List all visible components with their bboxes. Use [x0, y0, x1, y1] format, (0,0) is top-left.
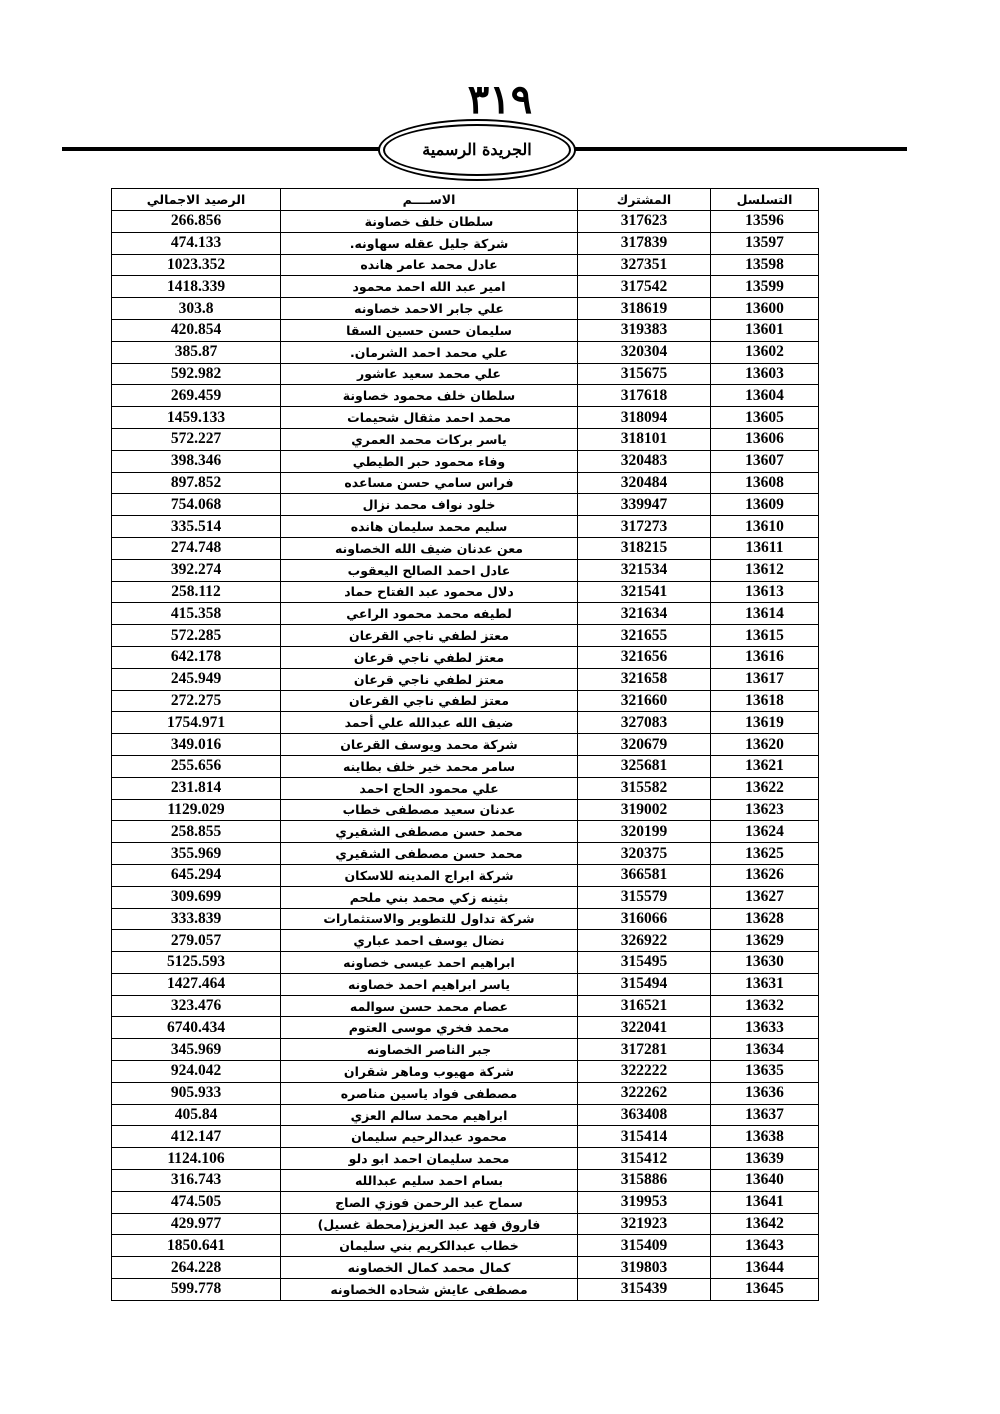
cell-balance: 258.855	[112, 821, 281, 843]
cell-subscriber: 327351	[578, 254, 711, 276]
cell-balance: 1023.352	[112, 254, 281, 276]
cell-subscriber: 322222	[578, 1061, 711, 1083]
cell-name: محمد حسن مصطفى الشقيري	[281, 843, 578, 865]
table-row	[112, 232, 819, 254]
cell-name: سماح عبد الرحمن فوزي الصاج	[281, 1191, 578, 1213]
cell-balance: 5125.593	[112, 952, 281, 974]
cell-subscriber: 320679	[578, 734, 711, 756]
cell-balance: 924.042	[112, 1061, 281, 1083]
cell-name: ابراهيم احمد عيسى خصاونه	[281, 952, 578, 974]
cell-balance: 349.016	[112, 734, 281, 756]
cell-subscriber: 320484	[578, 472, 711, 494]
cell-balance: 1850.641	[112, 1235, 281, 1257]
cell-name: سلطان خلف خصاونة	[281, 211, 578, 233]
cell-subscriber: 326922	[578, 930, 711, 952]
table-row	[112, 211, 819, 233]
cell-balance: 231.814	[112, 777, 281, 799]
cell-balance: 420.854	[112, 319, 281, 341]
cell-serial: 13597	[711, 232, 819, 254]
cell-balance: 599.778	[112, 1279, 281, 1301]
cell-serial: 13619	[711, 712, 819, 734]
cell-balance: 474.133	[112, 232, 281, 254]
cell-serial: 13610	[711, 516, 819, 538]
cell-name: خطاب عبدالكريم بني سليمان	[281, 1235, 578, 1257]
cell-balance: 905.933	[112, 1082, 281, 1104]
cell-balance: 6740.434	[112, 1017, 281, 1039]
cell-subscriber: 319953	[578, 1191, 711, 1213]
cell-serial: 13639	[711, 1148, 819, 1170]
cell-balance: 398.346	[112, 450, 281, 472]
cell-serial: 13642	[711, 1213, 819, 1235]
cell-balance: 335.514	[112, 516, 281, 538]
cell-name: سليم محمد سليمان هانده	[281, 516, 578, 538]
table-row	[112, 1082, 819, 1104]
cell-balance: 323.476	[112, 995, 281, 1017]
cell-serial: 13600	[711, 298, 819, 320]
cell-name: امير عبد الله احمد محمود	[281, 276, 578, 298]
table-row	[112, 668, 819, 690]
cell-balance: 279.057	[112, 930, 281, 952]
cell-balance: 572.285	[112, 625, 281, 647]
cell-name: معتز لطفي ناجي قرعان	[281, 646, 578, 668]
cell-serial: 13643	[711, 1235, 819, 1257]
cell-balance: 474.505	[112, 1191, 281, 1213]
table-row	[112, 908, 819, 930]
cell-serial: 13636	[711, 1082, 819, 1104]
cell-balance: 269.459	[112, 385, 281, 407]
page-number: ٣١٩	[467, 76, 533, 123]
table-row	[112, 603, 819, 625]
cell-serial: 13623	[711, 799, 819, 821]
cell-name: عصام محمد حسن سوالمه	[281, 995, 578, 1017]
cell-serial: 13638	[711, 1126, 819, 1148]
cell-subscriber: 319803	[578, 1257, 711, 1279]
cell-balance: 897.852	[112, 472, 281, 494]
cell-serial: 13609	[711, 494, 819, 516]
cell-serial: 13601	[711, 319, 819, 341]
cell-subscriber: 321656	[578, 646, 711, 668]
cell-subscriber: 317273	[578, 516, 711, 538]
cell-subscriber: 320304	[578, 341, 711, 363]
cell-subscriber: 321655	[578, 625, 711, 647]
cell-serial: 13602	[711, 341, 819, 363]
column-header-subscriber: المشترك	[578, 189, 711, 211]
cell-subscriber: 315675	[578, 363, 711, 385]
cell-serial: 13644	[711, 1257, 819, 1279]
cell-subscriber: 320375	[578, 843, 711, 865]
cell-balance: 572.227	[112, 428, 281, 450]
table-row	[112, 1191, 819, 1213]
cell-serial: 13628	[711, 908, 819, 930]
cell-balance: 645.294	[112, 864, 281, 886]
cell-name: معتز لطفي ناجي القرعان	[281, 690, 578, 712]
table-row	[112, 559, 819, 581]
table-row	[112, 973, 819, 995]
table-row	[112, 777, 819, 799]
cell-name: فاروق فهد عبد العزيز(محطة غسيل)	[281, 1213, 578, 1235]
gazette-title: الجريدة الرسمية	[422, 140, 532, 159]
cell-serial: 13615	[711, 625, 819, 647]
cell-name: شركة محمد ويوسف القرعان	[281, 734, 578, 756]
cell-name: بثينه زكي محمد بني ملحم	[281, 886, 578, 908]
cell-subscriber: 321658	[578, 668, 711, 690]
cell-name: محمد فخري موسى العتوم	[281, 1017, 578, 1039]
cell-serial: 13625	[711, 843, 819, 865]
cell-name: محمد احمد مثقال شحيمات	[281, 407, 578, 429]
cell-name: مصطفى فواد ياسين مناصره	[281, 1082, 578, 1104]
cell-name: ياسر ابراهيم احمد خصاونه	[281, 973, 578, 995]
table-row	[112, 864, 819, 886]
cell-serial: 13599	[711, 276, 819, 298]
cell-balance: 1427.464	[112, 973, 281, 995]
cell-subscriber: 315439	[578, 1279, 711, 1301]
cell-name: خلود نواف محمد نزال	[281, 494, 578, 516]
cell-serial: 13616	[711, 646, 819, 668]
cell-serial: 13596	[711, 211, 819, 233]
table-row	[112, 886, 819, 908]
table-row	[112, 843, 819, 865]
table-row	[112, 755, 819, 777]
table-row	[112, 1170, 819, 1192]
column-header-name: الاســــم	[281, 189, 578, 211]
cell-serial: 13624	[711, 821, 819, 843]
cell-balance: 245.949	[112, 668, 281, 690]
cell-name: شركة ابراج المدينه للاسكان	[281, 864, 578, 886]
cell-name: علي محمود الحاج احمد	[281, 777, 578, 799]
cell-name: وفاء محمود حبر الطيطي	[281, 450, 578, 472]
cell-balance: 392.274	[112, 559, 281, 581]
table-row	[112, 1213, 819, 1235]
table-row	[112, 1235, 819, 1257]
cell-subscriber: 322041	[578, 1017, 711, 1039]
cell-name: سامر محمد خير خلف بطاينه	[281, 755, 578, 777]
table-row	[112, 995, 819, 1017]
cell-serial: 13634	[711, 1039, 819, 1061]
cell-subscriber: 317281	[578, 1039, 711, 1061]
cell-serial: 13627	[711, 886, 819, 908]
table-row	[112, 341, 819, 363]
table-row	[112, 319, 819, 341]
cell-serial: 13637	[711, 1104, 819, 1126]
table-row	[112, 1148, 819, 1170]
cell-subscriber: 318094	[578, 407, 711, 429]
table-body	[112, 211, 819, 1301]
cell-subscriber: 315414	[578, 1126, 711, 1148]
cell-balance: 274.748	[112, 537, 281, 559]
cell-serial: 13605	[711, 407, 819, 429]
table-row	[112, 494, 819, 516]
cell-name: معتز لطفي ناجي القرعان	[281, 625, 578, 647]
table-row	[112, 450, 819, 472]
cell-serial: 13641	[711, 1191, 819, 1213]
table-row	[112, 799, 819, 821]
cell-subscriber: 315886	[578, 1170, 711, 1192]
table-row	[112, 1017, 819, 1039]
cell-subscriber: 315582	[578, 777, 711, 799]
cell-subscriber: 327083	[578, 712, 711, 734]
table-row	[112, 407, 819, 429]
cell-name: شركة تداول للتطوير والاستثمارات	[281, 908, 578, 930]
table-row	[112, 254, 819, 276]
cell-serial: 13626	[711, 864, 819, 886]
table-row	[112, 930, 819, 952]
cell-name: مصطفى عايش شحاده الخصاونه	[281, 1279, 578, 1301]
table-row	[112, 537, 819, 559]
cell-name: علي جابر الاحمد خصاونه	[281, 298, 578, 320]
column-header-balance: الرصيد الاجمالي	[112, 189, 281, 211]
cell-name: علي محمد سعيد عاشور	[281, 363, 578, 385]
column-header-serial: التسلسل	[711, 189, 819, 211]
cell-name: شركة جليل عقله سهاونه.	[281, 232, 578, 254]
cell-balance: 258.112	[112, 581, 281, 603]
cell-name: كمال محمد كمال الخصاونه	[281, 1257, 578, 1279]
cell-name: ضيف الله عبدالله علي أحمد	[281, 712, 578, 734]
cell-balance: 415.358	[112, 603, 281, 625]
cell-serial: 13645	[711, 1279, 819, 1301]
cell-name: محمد سليمان احمد ابو دلو	[281, 1148, 578, 1170]
table-row	[112, 712, 819, 734]
cell-subscriber: 317618	[578, 385, 711, 407]
table-row	[112, 625, 819, 647]
cell-name: سليمان حسن حسين السقا	[281, 319, 578, 341]
cell-serial: 13617	[711, 668, 819, 690]
cell-subscriber: 319002	[578, 799, 711, 821]
cell-name: معتز لطفي ناجي قرعان	[281, 668, 578, 690]
cell-subscriber: 319383	[578, 319, 711, 341]
table-row	[112, 821, 819, 843]
cell-name: لطيفه محمد محمود الراعي	[281, 603, 578, 625]
cell-name: علي محمد احمد الشرمان.	[281, 341, 578, 363]
cell-subscriber: 318101	[578, 428, 711, 450]
cell-serial: 13604	[711, 385, 819, 407]
cell-balance: 316.743	[112, 1170, 281, 1192]
cell-serial: 13620	[711, 734, 819, 756]
cell-serial: 13612	[711, 559, 819, 581]
cell-balance: 405.84	[112, 1104, 281, 1126]
cell-balance: 1418.339	[112, 276, 281, 298]
cell-subscriber: 315409	[578, 1235, 711, 1257]
cell-subscriber: 366581	[578, 864, 711, 886]
cell-subscriber: 317542	[578, 276, 711, 298]
cell-balance: 272.275	[112, 690, 281, 712]
cell-name: ياسر بركات محمد العمري	[281, 428, 578, 450]
cell-balance: 642.178	[112, 646, 281, 668]
cell-subscriber: 325681	[578, 755, 711, 777]
cell-name: بسام احمد سليم عبدالله	[281, 1170, 578, 1192]
cell-serial: 13629	[711, 930, 819, 952]
cell-balance: 1129.029	[112, 799, 281, 821]
cell-serial: 13618	[711, 690, 819, 712]
cell-serial: 13633	[711, 1017, 819, 1039]
cell-name: عادل محمد عامر هانده	[281, 254, 578, 276]
cell-balance: 1459.133	[112, 407, 281, 429]
cell-name: معن عدنان ضيف الله الخصاونه	[281, 537, 578, 559]
cell-serial: 13603	[711, 363, 819, 385]
cell-name: جبر الناصر الخصاونه	[281, 1039, 578, 1061]
table-row	[112, 1039, 819, 1061]
table-header-row	[112, 189, 819, 211]
cell-subscriber: 316521	[578, 995, 711, 1017]
table-row	[112, 581, 819, 603]
cell-serial: 13631	[711, 973, 819, 995]
table-row	[112, 952, 819, 974]
cell-subscriber: 317839	[578, 232, 711, 254]
cell-serial: 13614	[711, 603, 819, 625]
table-row	[112, 1126, 819, 1148]
cell-serial: 13635	[711, 1061, 819, 1083]
cell-subscriber: 315579	[578, 886, 711, 908]
cell-subscriber: 321541	[578, 581, 711, 603]
cell-name: نضال يوسف احمد عباري	[281, 930, 578, 952]
cell-balance: 754.068	[112, 494, 281, 516]
table-row	[112, 690, 819, 712]
cell-subscriber: 318619	[578, 298, 711, 320]
cell-balance: 385.87	[112, 341, 281, 363]
cell-serial: 13632	[711, 995, 819, 1017]
table-row	[112, 734, 819, 756]
cell-name: عدنان سعيد مصطفى خطاب	[281, 799, 578, 821]
cell-subscriber: 322262	[578, 1082, 711, 1104]
table-row	[112, 516, 819, 538]
cell-name: دلال محمود عبد الفتاح حماد	[281, 581, 578, 603]
table-row	[112, 472, 819, 494]
cell-balance: 333.839	[112, 908, 281, 930]
cell-serial: 13606	[711, 428, 819, 450]
cell-serial: 13611	[711, 537, 819, 559]
cell-subscriber: 320199	[578, 821, 711, 843]
cell-name: سلطان خلف محمود خصاونة	[281, 385, 578, 407]
table-row	[112, 363, 819, 385]
table-row	[112, 385, 819, 407]
table-row	[112, 1104, 819, 1126]
cell-balance: 303.8	[112, 298, 281, 320]
subscribers-table	[111, 188, 819, 1301]
cell-subscriber: 321660	[578, 690, 711, 712]
cell-serial: 13607	[711, 450, 819, 472]
cell-balance: 355.969	[112, 843, 281, 865]
cell-balance: 592.982	[112, 363, 281, 385]
cell-balance: 255.656	[112, 755, 281, 777]
cell-subscriber: 315412	[578, 1148, 711, 1170]
cell-subscriber: 317623	[578, 211, 711, 233]
cell-serial: 13598	[711, 254, 819, 276]
cell-balance: 429.977	[112, 1213, 281, 1235]
table-row	[112, 1257, 819, 1279]
cell-name: ابراهيم محمد سالم العزي	[281, 1104, 578, 1126]
cell-name: عادل احمد الصالح اليعقوب	[281, 559, 578, 581]
table-row	[112, 428, 819, 450]
cell-name: محمد حسن مصطفى الشقيري	[281, 821, 578, 843]
cell-balance: 264.228	[112, 1257, 281, 1279]
cell-subscriber: 321534	[578, 559, 711, 581]
cell-balance: 266.856	[112, 211, 281, 233]
cell-balance: 412.147	[112, 1126, 281, 1148]
cell-balance: 1754.971	[112, 712, 281, 734]
cell-subscriber: 315495	[578, 952, 711, 974]
cell-subscriber: 339947	[578, 494, 711, 516]
cell-balance: 1124.106	[112, 1148, 281, 1170]
cell-name: محمود عبدالرحيم سليمان	[281, 1126, 578, 1148]
cell-subscriber: 321923	[578, 1213, 711, 1235]
table-row	[112, 298, 819, 320]
cell-balance: 345.969	[112, 1039, 281, 1061]
table-row	[112, 276, 819, 298]
cell-subscriber: 363408	[578, 1104, 711, 1126]
cell-subscriber: 320483	[578, 450, 711, 472]
cell-serial: 13630	[711, 952, 819, 974]
cell-subscriber: 315494	[578, 973, 711, 995]
cell-serial: 13622	[711, 777, 819, 799]
cell-serial: 13640	[711, 1170, 819, 1192]
table-row	[112, 646, 819, 668]
cell-subscriber: 321634	[578, 603, 711, 625]
cell-serial: 13613	[711, 581, 819, 603]
table-row	[112, 1061, 819, 1083]
table-row	[112, 1279, 819, 1301]
cell-subscriber: 316066	[578, 908, 711, 930]
cell-subscriber: 318215	[578, 537, 711, 559]
cell-serial: 13621	[711, 755, 819, 777]
cell-serial: 13608	[711, 472, 819, 494]
cell-name: فراس سامي حسن مساعده	[281, 472, 578, 494]
cell-balance: 309.699	[112, 886, 281, 908]
cell-name: شركة مهيوب وماهر شقران	[281, 1061, 578, 1083]
